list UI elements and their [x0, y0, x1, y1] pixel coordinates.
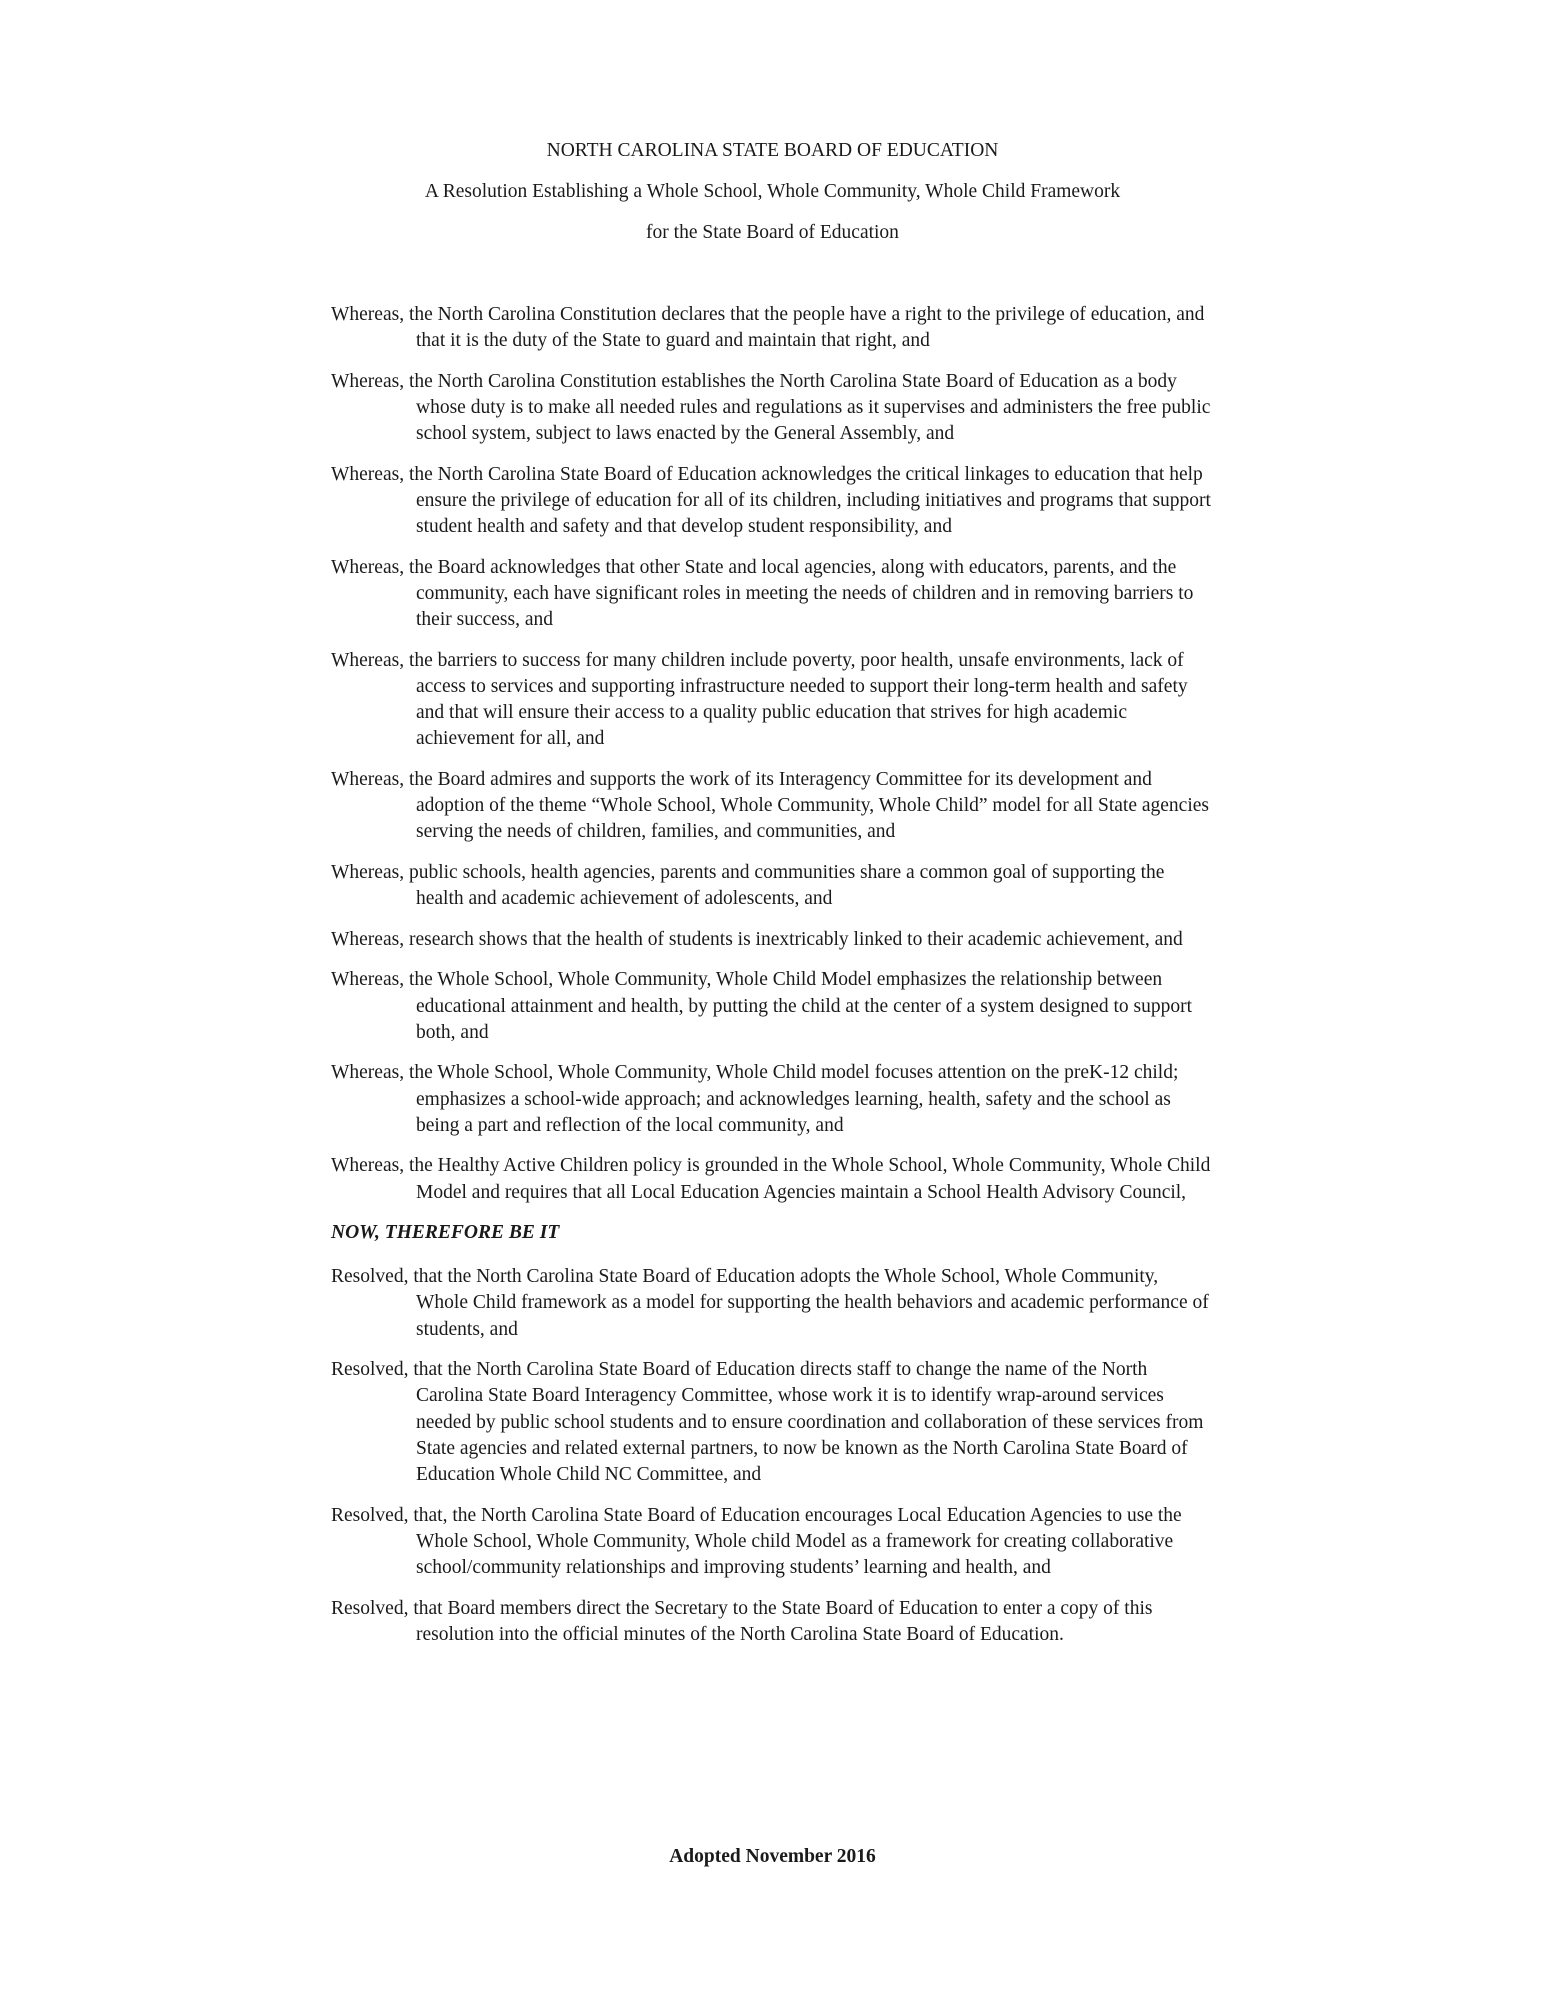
clause-keyword: Whereas, — [331, 1062, 405, 1084]
clause-text: that the North Carolina State Board of Education directs staff to change the name of the North Carolina State Board Interagency Committee, whose work it is to identify wrap-around services needed by public school students and to ensure coordination and collaboration of these services from State agencies and related external partners, to now be known as the North Carolina State Board of Education Whole Child NC Committee, and — [413, 1359, 1204, 1485]
whereas-clause — [331, 1153, 1211, 1205]
clause-text: that, the North Carolina State Board of Education encourages Local Education Agencies to use the Whole School, Whole Community, Whole child Model as a framework for creating collaborative school/community relationships and improving students’ learning and health, and — [413, 1504, 1182, 1578]
whereas-clause — [331, 927, 1211, 953]
clause-keyword: Resolved, — [331, 1266, 409, 1288]
clause-keyword: Whereas, — [331, 769, 405, 790]
resolved-clauses — [331, 1264, 1211, 1648]
resolved-clause — [331, 1357, 1211, 1488]
document-subtitle: A Resolution Establishing a Whole School, Whole Community, Whole Child Framework — [424, 181, 1121, 202]
whereas-clause — [331, 967, 1211, 1046]
clause-keyword: Whereas, — [331, 969, 405, 991]
clause-text: the North Carolina Constitution establishes the North Carolina State Board of Education as a body whose duty is to make all needed rules and regulations as it supervises and administers the free public school system, subject to laws enacted by the General Assembly, and — [408, 370, 1211, 445]
now-therefore-heading: NOW, THEREFORE BE IT — [331, 1222, 560, 1244]
clause-text: the Healthy Active Children policy is grounded in the Whole School, Whole Community, Whole Child Model and requires that all Local Education Agencies maintain a School Health Advisory Council, — [408, 1155, 1211, 1203]
resolved-clause — [331, 1596, 1211, 1648]
resolution-body — [331, 302, 1211, 1662]
clause-keyword: Whereas, — [331, 556, 405, 578]
clause-keyword: Whereas, — [331, 370, 405, 392]
whereas-clause — [331, 648, 1211, 753]
whereas-clause — [331, 860, 1211, 912]
clause-keyword: Whereas, — [331, 304, 405, 325]
clause-keyword: Whereas, — [331, 463, 405, 485]
clause-text: that the North Carolina State Board of Education adopts the Whole School, Whole Community, Whole Child framework as a model for supporting the health behaviors and academic performance of students, and — [413, 1266, 1209, 1340]
whereas-clause — [331, 302, 1211, 354]
clause-text: that Board members direct the Secretary to the State Board of Education to enter a copy of this resolution into the official minutes of the North Carolina State Board of Education. — [413, 1597, 1153, 1645]
whereas-clause — [331, 462, 1211, 541]
clause-text: the Board admires and supports the work of its Interagency Committee for its development and adoption of the theme “Whole School, Whole Community, Whole Child” model for all State agencies serving the needs of children, families, and communities, and — [408, 769, 1209, 843]
resolved-clause — [331, 1503, 1211, 1582]
whereas-clause — [331, 1060, 1211, 1139]
document-title: NORTH CAROLINA STATE BOARD OF EDUCATION — [546, 140, 999, 161]
clause-text: the North Carolina Constitution declares that the people have a right to the privilege of education, and that it is the duty of the State to guard and maintain that right, and — [408, 304, 1205, 352]
adoption-date: Adopted November 2016 — [669, 1846, 876, 1867]
clause-text: research shows that the health of students is inextricably linked to their academic achievement, and — [408, 928, 1183, 950]
clause-keyword: Whereas, — [331, 862, 405, 883]
whereas-clauses — [331, 302, 1211, 1206]
clause-text: public schools, health agencies, parents and communities share a common goal of supporting the health and academic achievement of adolescents, and — [408, 862, 1165, 910]
clause-keyword: Resolved, — [331, 1359, 409, 1381]
clause-text: the North Carolina State Board of Education acknowledges the critical linkages to education that help ensure the privilege of education for all of its children, including initiatives and programs that support student health and safety and that develop student responsibility, and — [408, 463, 1211, 538]
whereas-clause — [331, 555, 1211, 634]
clause-keyword: Resolved, — [331, 1504, 409, 1526]
clause-keyword: Resolved, — [331, 1597, 409, 1619]
clause-keyword: Whereas, — [331, 649, 405, 671]
whereas-clause — [331, 369, 1211, 448]
clause-text: the barriers to success for many children include poverty, poor health, unsafe environments, lack of access to services and supporting infrastructure needed to support their long-term health and safety and that will ensure their access to a quality public education that strives for high academic achievement for all, and — [408, 649, 1188, 750]
whereas-clause — [331, 767, 1211, 846]
resolved-clause — [331, 1264, 1211, 1343]
clause-text: the Board acknowledges that other State and local agencies, along with educators, parents, and the community, each have significant roles in meeting the needs of children and in removing barriers to their success, and — [408, 556, 1194, 631]
clause-keyword: Whereas, — [331, 928, 405, 950]
clause-text: the Whole School, Whole Community, Whole Child model focuses attention on the preK-12 child; emphasizes a school-wide approach; and acknowledges learning, health, safety and the school as being a part and reflection of the local community, and — [408, 1062, 1179, 1136]
clause-keyword: Whereas, — [331, 1155, 405, 1177]
clause-text: the Whole School, Whole Community, Whole Child Model emphasizes the relationship between educational attainment and health, by putting the child at the center of a system designed to support both, and — [408, 969, 1192, 1043]
document-subtitle-continued: for the State Board of Education — [646, 222, 899, 243]
